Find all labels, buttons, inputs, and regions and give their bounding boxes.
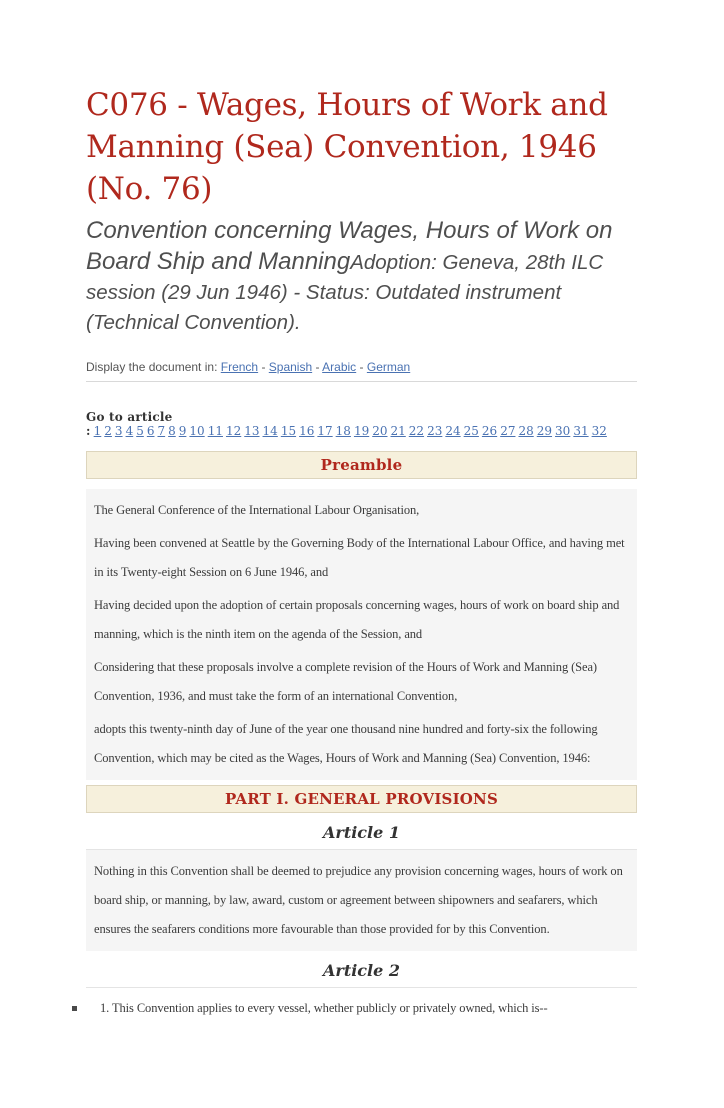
subtitle-main: Convention concerning Wages, Hours of Work on Board Ship and Manning [86, 217, 613, 275]
article-paragraph: Nothing in this Convention shall be deemed to prejudice any provision concerning wages, hours of work on board ship, or manning, by law, award, custom or agreement between shipowners and seafarers, which ensures the seafarers conditions more favourable than those provided for by this Convention. [94, 864, 623, 936]
goto-article-14[interactable]: 14 [262, 424, 278, 438]
goto-article-label: Go to article : [86, 410, 173, 438]
goto-article-20[interactable]: 20 [372, 424, 388, 438]
subtitle-meta: Adoption: Geneva, 28th ILC session (29 Jun 1946) - Status: Outdated instrument (Technical Convention). [86, 251, 604, 334]
goto-article-bar [86, 410, 637, 438]
goto-article-2[interactable]: 2 [104, 424, 112, 438]
language-link-french[interactable]: French [220, 360, 259, 374]
language-bar-label: Display the document in: [86, 360, 218, 374]
goto-article-16[interactable]: 16 [299, 424, 315, 438]
goto-article-18[interactable]: 18 [335, 424, 351, 438]
goto-article-29[interactable]: 29 [536, 424, 553, 438]
goto-article-3[interactable]: 3 [114, 424, 123, 438]
goto-article-links [91, 424, 607, 438]
document-subtitle [86, 217, 637, 339]
goto-article-13[interactable]: 13 [244, 424, 260, 438]
article-heading: Article 2 [86, 961, 637, 988]
goto-article-6[interactable]: 6 [146, 424, 155, 438]
preamble-paragraph: Having decided upon the adoption of certain proposals concerning wages, hours of work on board ship and manning, which is the ninth item on the agenda of the Session, and [94, 598, 620, 641]
part1-banner: PART I. GENERAL PROVISIONS [86, 785, 637, 813]
page-title: C076 - Wages, Hours of Work and Manning (Sea) Convention, 1946 (No. 76) [86, 87, 608, 207]
goto-article-19[interactable]: 19 [353, 424, 370, 438]
article-list [86, 994, 637, 1023]
goto-article-25[interactable]: 25 [463, 424, 479, 438]
goto-article-11[interactable]: 11 [207, 424, 223, 438]
article-body [86, 850, 637, 951]
language-link-spanish[interactable]: Spanish [268, 360, 313, 374]
goto-article-23[interactable]: 23 [427, 424, 443, 438]
goto-article-12[interactable]: 12 [225, 424, 242, 438]
goto-article-9[interactable]: 9 [178, 424, 187, 438]
articles [86, 823, 637, 1023]
goto-article-32[interactable]: 32 [591, 424, 607, 438]
article-heading: Article 1 [86, 823, 637, 850]
goto-article-15[interactable]: 15 [280, 424, 297, 438]
article-list-item: 1. This Convention applies to every vessel, whether publicly or privately owned, which is-- [86, 994, 637, 1023]
goto-article-4[interactable]: 4 [125, 424, 134, 438]
language-link-german[interactable]: German [366, 360, 411, 374]
goto-article-21[interactable]: 21 [390, 424, 406, 438]
language-link-arabic[interactable]: Arabic [322, 360, 357, 374]
goto-article-30[interactable]: 30 [555, 424, 571, 438]
goto-article-26[interactable]: 26 [481, 424, 498, 438]
goto-article-24[interactable]: 24 [445, 424, 461, 438]
goto-article-7[interactable]: 7 [157, 424, 166, 438]
goto-article-22[interactable]: 22 [408, 424, 425, 438]
goto-article-5[interactable]: 5 [136, 424, 144, 438]
preamble-banner: Preamble [86, 451, 637, 479]
goto-article-8[interactable]: 8 [168, 424, 176, 438]
language-links: French - Spanish - Arabic - German [220, 360, 411, 374]
preamble-paragraphs [86, 489, 637, 780]
goto-article-17[interactable]: 17 [317, 424, 333, 438]
goto-article-10[interactable]: 10 [189, 424, 205, 438]
preamble-paragraph: Having been convened at Seattle by the Governing Body of the International Labour Office, and having met in its Twenty-eight Session on 6 June 1946, and [94, 536, 625, 579]
goto-article-28[interactable]: 28 [518, 424, 534, 438]
document-page [0, 84, 724, 1023]
preamble-paragraph: The General Conference of the International Labour Organisation, [94, 503, 420, 517]
goto-article-31[interactable]: 31 [573, 424, 589, 438]
preamble-paragraph: adopts this twenty-ninth day of June of the year one thousand nine hundred and forty-six the following Convention, which may be cited as the Wages, Hours of Work and Manning (Sea) Convention, 1946: [94, 722, 598, 765]
goto-article-1[interactable]: 1 [93, 424, 102, 438]
preamble-paragraph: Considering that these proposals involve a complete revision of the Hours of Work and Manning (Sea) Convention, 1936, and must take the form of an international Convention, [94, 660, 597, 703]
language-bar [86, 360, 637, 382]
goto-article-27[interactable]: 27 [500, 424, 516, 438]
